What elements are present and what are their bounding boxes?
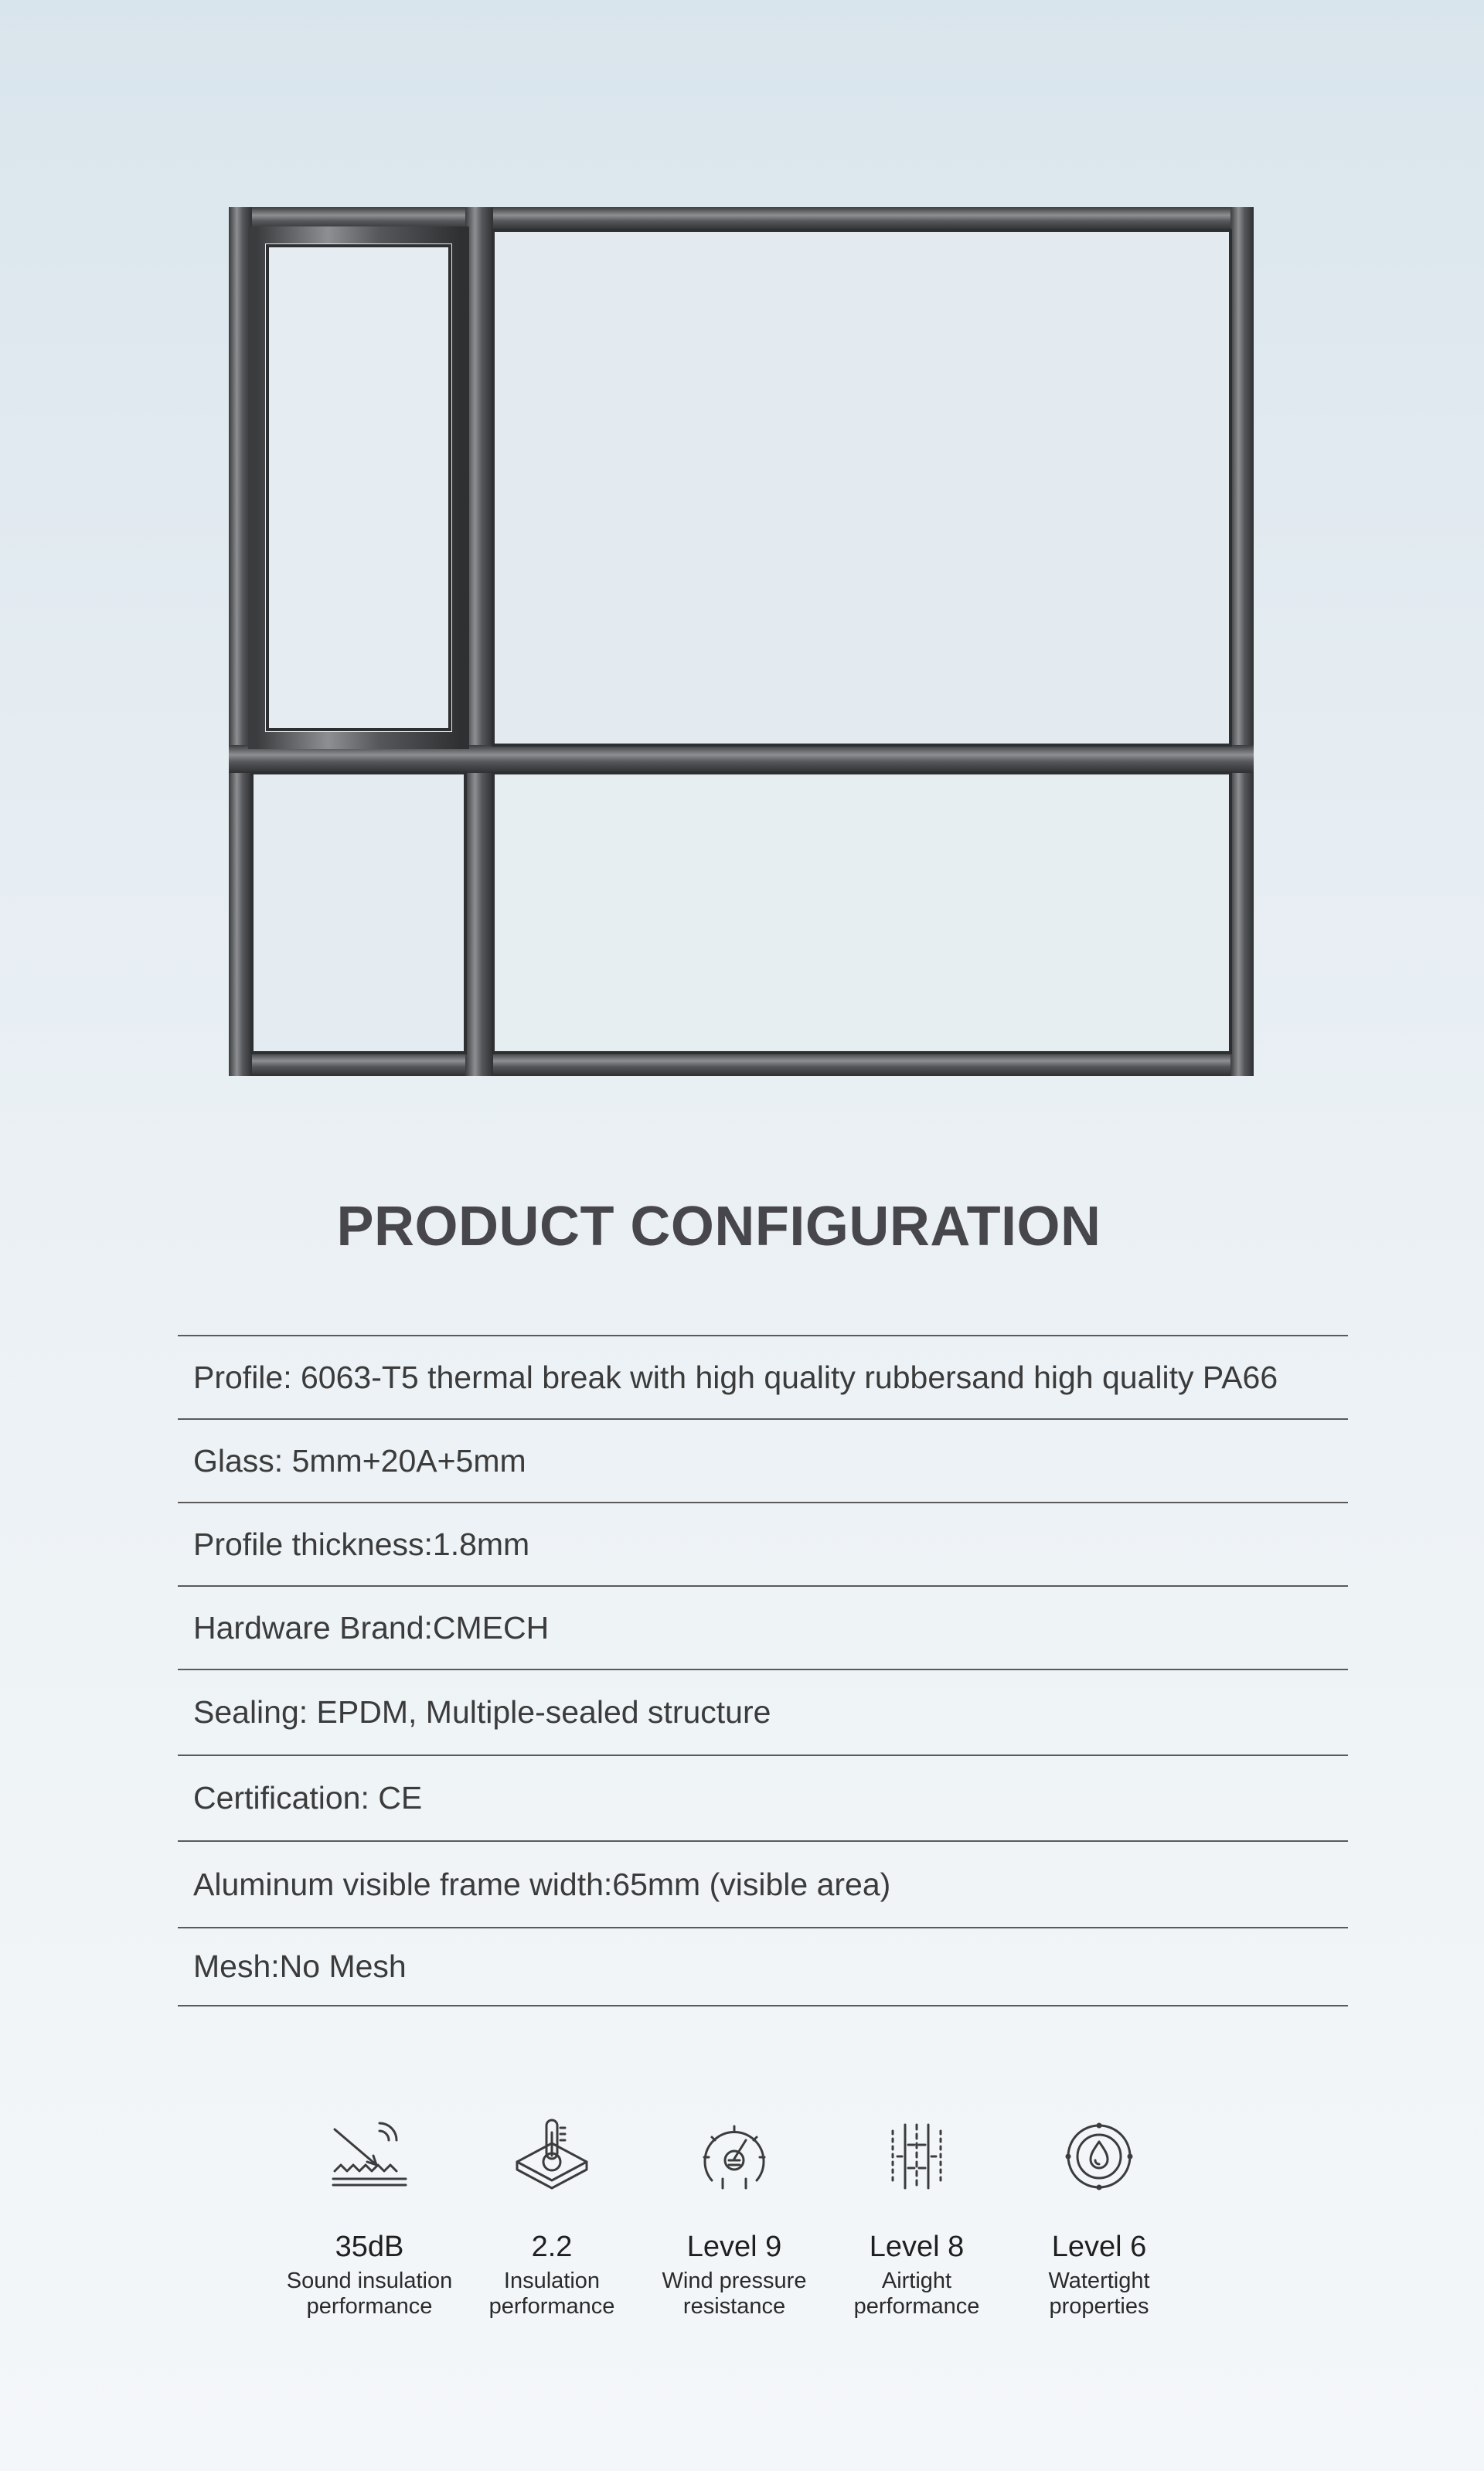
spec-table [178, 1335, 1348, 2006]
spec-row-hardware-brand: Hardware Brand:CMECH [178, 1587, 1348, 1670]
performance-label: Sound insulation performance [286, 2268, 453, 2319]
spec-row-glass: Glass: 5mm+20A+5mm [178, 1420, 1348, 1503]
spec-row-profile: Profile: 6063-T5 thermal break with high quality rubbersand high quality PA66 [178, 1336, 1348, 1420]
spec-row-sealing: Sealing: EPDM, Multiple-sealed structure [178, 1670, 1348, 1756]
performance-list [278, 2114, 1190, 2319]
performance-label: Watertight properties [1048, 2268, 1150, 2319]
airflow-icon [874, 2114, 959, 2199]
performance-value: 35dB [335, 2231, 404, 2263]
sound-wave-icon [327, 2114, 412, 2199]
performance-item-wind [643, 2114, 825, 2319]
page-title: PRODUCT CONFIGURATION [336, 1196, 1101, 1258]
performance-value: Level 8 [869, 2231, 965, 2263]
performance-label: Insulation performance [488, 2268, 615, 2319]
spec-row-profile-thickness: Profile thickness:1.8mm [178, 1503, 1348, 1587]
performance-item-sound [278, 2114, 461, 2319]
performance-label: Airtight performance [853, 2268, 980, 2319]
thermometer-icon [509, 2114, 594, 2199]
window-frame-illustration [229, 207, 1254, 1076]
performance-item-airtight [825, 2114, 1008, 2319]
performance-label: Wind pressure resistance [662, 2268, 807, 2319]
performance-value: Level 6 [1051, 2231, 1147, 2263]
pressure-gauge-icon [692, 2114, 777, 2199]
performance-value: 2.2 [531, 2231, 573, 2263]
spec-row-certification: Certification: CE [178, 1756, 1348, 1842]
performance-item-insulation [461, 2114, 643, 2319]
spec-row-mesh: Mesh:No Mesh [178, 1928, 1348, 2006]
spec-row-frame-width: Aluminum visible frame width:65mm (visible area) [178, 1842, 1348, 1928]
performance-value: Level 9 [686, 2231, 782, 2263]
performance-item-watertight [1008, 2114, 1190, 2319]
water-drop-icon [1057, 2114, 1142, 2199]
